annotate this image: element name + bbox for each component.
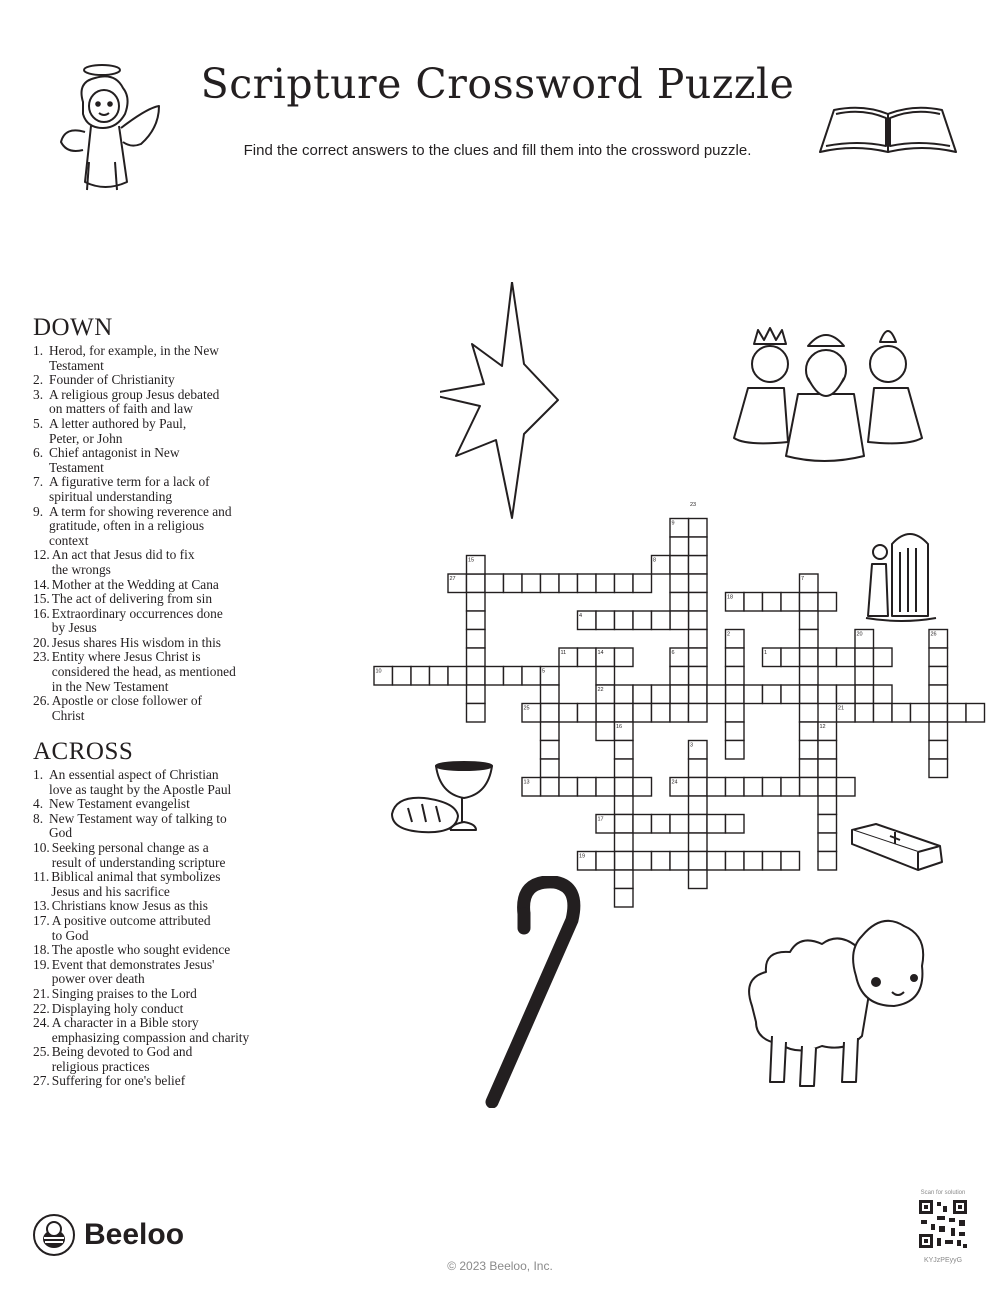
- grid-cell[interactable]: [596, 778, 615, 797]
- grid-cell[interactable]: [467, 574, 486, 593]
- grid-cell[interactable]: [726, 852, 745, 871]
- grid-cell[interactable]: [818, 741, 837, 760]
- grid-cell[interactable]: [689, 630, 708, 649]
- grid-cell[interactable]: [929, 759, 948, 778]
- grid-cell[interactable]: [800, 611, 819, 630]
- grid-cell[interactable]: [818, 852, 837, 871]
- grid-cell[interactable]: [652, 704, 671, 723]
- clue-number: 26.: [33, 693, 50, 709]
- grid-cell[interactable]: [763, 593, 782, 612]
- grid-cell[interactable]: [707, 815, 726, 834]
- cell-number: 11: [560, 650, 567, 656]
- clue-number: 14.: [33, 576, 50, 592]
- grid-cell[interactable]: [726, 667, 745, 686]
- grid-cell[interactable]: [800, 704, 819, 723]
- grid-cell[interactable]: [929, 685, 948, 704]
- grid-cell[interactable]: [467, 704, 486, 723]
- grid-cell[interactable]: [818, 593, 837, 612]
- grid-cell[interactable]: [467, 630, 486, 649]
- clue-number: 4.: [33, 796, 44, 812]
- clue-text: A character in a Bible story emphasizing compassion and charity: [51, 1015, 250, 1045]
- cell-number: 12: [819, 724, 826, 730]
- grid-cell[interactable]: [800, 667, 819, 686]
- clue-number: 22.: [33, 1000, 50, 1016]
- grid-cell[interactable]: [818, 759, 837, 778]
- grid-cell[interactable]: [615, 870, 634, 889]
- clue-number: 12.: [33, 547, 50, 563]
- clue-number: 6.: [33, 445, 44, 461]
- grid-cell[interactable]: [652, 611, 671, 630]
- cell-number: 1: [764, 650, 768, 656]
- grid-cell[interactable]: [707, 852, 726, 871]
- grid-cell[interactable]: [818, 815, 837, 834]
- clue-number: 9.: [33, 503, 44, 519]
- grid-cell[interactable]: [689, 833, 708, 852]
- grid-cell[interactable]: [596, 667, 615, 686]
- cell-number: 19: [579, 853, 586, 860]
- clue-text: An essential aspect of Christian love as taught by the Apostle Paul: [49, 767, 232, 797]
- clue-text: Christians know Jesus as this: [51, 898, 208, 914]
- grid-cell[interactable]: [800, 648, 819, 667]
- grid-cell[interactable]: [800, 759, 819, 778]
- grid-cell[interactable]: [541, 685, 560, 704]
- grid-cell[interactable]: [670, 537, 689, 556]
- grid-cell[interactable]: [670, 593, 689, 612]
- grid-cell[interactable]: [615, 741, 634, 760]
- clue-number: 20.: [33, 634, 50, 650]
- clue-number: 1.: [33, 767, 44, 782]
- clue-number: 23.: [33, 649, 50, 665]
- cell-number: 24: [671, 779, 678, 786]
- grid-cell[interactable]: [615, 796, 634, 815]
- grid-cell[interactable]: [929, 741, 948, 760]
- grid-cell[interactable]: [615, 574, 634, 593]
- grid-cell[interactable]: [559, 778, 578, 797]
- grid-cell[interactable]: [467, 593, 486, 612]
- grid-cell[interactable]: [541, 759, 560, 778]
- clue-text: A letter authored by Paul, Peter, or John: [49, 415, 187, 446]
- grid-cell[interactable]: [670, 815, 689, 834]
- grid-cell[interactable]: [818, 648, 837, 667]
- grid-cell[interactable]: [689, 667, 708, 686]
- grid-cell[interactable]: [522, 574, 541, 593]
- grid-cell[interactable]: [818, 796, 837, 815]
- clue-text: The act of delivering from sin: [51, 591, 213, 607]
- grid-cell[interactable]: [837, 778, 856, 797]
- grid-cell[interactable]: [763, 778, 782, 797]
- grid-cell[interactable]: [615, 685, 634, 704]
- grid-cell[interactable]: [559, 574, 578, 593]
- grid-cell[interactable]: [929, 648, 948, 667]
- grid-cell[interactable]: [689, 796, 708, 815]
- clue-text: Singing praises to the Lord: [51, 985, 197, 1001]
- grid-cell[interactable]: [504, 667, 523, 686]
- grid-cell[interactable]: [467, 611, 486, 630]
- cell-number: 26: [930, 631, 937, 638]
- cell-number: 18: [727, 594, 734, 601]
- grid-cell[interactable]: [689, 574, 708, 593]
- grid-cell[interactable]: [800, 593, 819, 612]
- grid-cell[interactable]: [781, 778, 800, 797]
- grid-cell[interactable]: [744, 778, 763, 797]
- clue-number: 13.: [33, 898, 50, 914]
- grid-cell[interactable]: [781, 648, 800, 667]
- grid-cell[interactable]: [615, 704, 634, 723]
- grid-cell[interactable]: [726, 741, 745, 760]
- grid-cell[interactable]: [670, 667, 689, 686]
- cell-number: 16: [616, 724, 623, 730]
- beeloo-logo: [32, 1213, 184, 1257]
- cell-number: 27: [449, 576, 456, 582]
- clue-number: 17.: [33, 912, 50, 928]
- clue-number: 3.: [33, 386, 44, 402]
- grid-cell[interactable]: [781, 593, 800, 612]
- grid-cell[interactable]: [837, 685, 856, 704]
- grid-cell[interactable]: [689, 593, 708, 612]
- cell-number: 7: [801, 576, 805, 582]
- grid-cell[interactable]: [633, 815, 652, 834]
- grid-cell[interactable]: [633, 704, 652, 723]
- grid-cell[interactable]: [670, 852, 689, 871]
- grid-cell[interactable]: [726, 815, 745, 834]
- grid-cell[interactable]: [411, 667, 430, 686]
- grid-cell[interactable]: [485, 574, 504, 593]
- grid-cell[interactable]: [744, 685, 763, 704]
- grid-cell[interactable]: [855, 667, 874, 686]
- grid-cell[interactable]: [430, 667, 449, 686]
- grid-cell[interactable]: [670, 685, 689, 704]
- grid-cell[interactable]: [652, 852, 671, 871]
- cell-number: 9: [671, 520, 675, 527]
- bee-logo-icon: [32, 1213, 76, 1257]
- grid-cell[interactable]: [596, 852, 615, 871]
- grid-cell[interactable]: [615, 815, 634, 834]
- clue-text: Entity where Jesus Christ is considered the head, as mentioned in the New Testament: [51, 649, 236, 694]
- grid-cell[interactable]: [633, 611, 652, 630]
- grid-cell[interactable]: [541, 722, 560, 741]
- grid-cell[interactable]: [800, 630, 819, 649]
- grid-cell[interactable]: [578, 704, 597, 723]
- grid-cell[interactable]: [800, 778, 819, 797]
- grid-cell[interactable]: [874, 685, 893, 704]
- cell-number: 13: [523, 779, 530, 786]
- grid-cell[interactable]: [855, 685, 874, 704]
- clue-text: A term for showing reverence and gratitude, often in a religious context: [49, 503, 232, 548]
- grid-cell[interactable]: [689, 685, 708, 704]
- cell-number: 6: [671, 650, 675, 656]
- grid-cell[interactable]: [966, 704, 985, 723]
- grid-cell[interactable]: [596, 574, 615, 593]
- clue-number: 10.: [33, 839, 50, 855]
- grid-cell[interactable]: [522, 667, 541, 686]
- cell-number: 15: [468, 557, 475, 564]
- clue-text: Biblical animal that symbolizes Jesus and his sacrifice: [51, 869, 221, 899]
- grid-cell[interactable]: [744, 593, 763, 612]
- grid-cell[interactable]: [615, 648, 634, 667]
- grid-cell[interactable]: [633, 574, 652, 593]
- grid-cell[interactable]: [467, 648, 486, 667]
- clue-text: Seeking personal change as a result of understanding scripture: [51, 839, 226, 870]
- clue-number: 27.: [33, 1073, 50, 1089]
- grid-cell[interactable]: [670, 704, 689, 723]
- copyright: © 2023 Beeloo, Inc.: [447, 1259, 553, 1273]
- grid-cell[interactable]: [541, 574, 560, 593]
- grid-cell[interactable]: [689, 815, 708, 834]
- grid-cell[interactable]: [541, 704, 560, 723]
- clue-number: 2.: [33, 372, 44, 388]
- grid-cell[interactable]: [744, 852, 763, 871]
- grid-cell[interactable]: [504, 574, 523, 593]
- grid-cell[interactable]: [615, 833, 634, 852]
- cell-number: 8: [653, 557, 657, 564]
- grid-cell[interactable]: [670, 556, 689, 575]
- clue-text: Founder of Christianity: [49, 372, 175, 388]
- cell-number: 17: [597, 816, 604, 823]
- cell-number: 23: [690, 502, 697, 508]
- clue-text: New Testament way of talking to God: [49, 810, 227, 841]
- clue-text: Chief antagonist in New Testament: [49, 445, 180, 475]
- clue-number: 25.: [33, 1044, 50, 1060]
- grid-cell[interactable]: [800, 741, 819, 760]
- cell-number: 5: [542, 668, 546, 675]
- instructions: Find the correct answers to the clues and fill them into the crossword puzzle.: [243, 142, 752, 159]
- grid-cell[interactable]: [781, 852, 800, 871]
- grid-cell[interactable]: [855, 648, 874, 667]
- grid-cell[interactable]: [855, 704, 874, 723]
- grid-cell[interactable]: [633, 778, 652, 797]
- grid-cell[interactable]: [467, 685, 486, 704]
- grid-cell[interactable]: [689, 556, 708, 575]
- grid-cell[interactable]: [670, 611, 689, 630]
- cell-number: 14: [597, 650, 604, 656]
- cell-number: 10: [375, 668, 382, 675]
- grid-cell[interactable]: [911, 704, 930, 723]
- grid-cell[interactable]: [485, 667, 504, 686]
- qr-code-text: KYJzPEyyG: [923, 1257, 963, 1264]
- grid-cell[interactable]: [559, 704, 578, 723]
- grid-cell[interactable]: [578, 778, 597, 797]
- grid-cell[interactable]: [800, 685, 819, 704]
- grid-cell[interactable]: [707, 685, 726, 704]
- clue-number: 7.: [33, 474, 44, 490]
- cell-number: 21: [838, 705, 845, 712]
- clue-number: 18.: [33, 942, 50, 958]
- grid-cell[interactable]: [689, 759, 708, 778]
- grid-cell[interactable]: [948, 704, 967, 723]
- grid-cell[interactable]: [578, 648, 597, 667]
- cell-number: 2: [727, 631, 731, 638]
- grid-cell[interactable]: [892, 704, 911, 723]
- clue-text: Event that demonstrates Jesus' power over death: [51, 956, 215, 987]
- grid-cell[interactable]: [929, 704, 948, 723]
- grid-cell[interactable]: [726, 685, 745, 704]
- clue-text: Mother at the Wedding at Cana: [51, 576, 219, 592]
- clue-number: 5.: [33, 415, 44, 431]
- cell-number: 20: [856, 631, 863, 638]
- clue-number: 24.: [33, 1015, 50, 1031]
- grid-cell[interactable]: [781, 685, 800, 704]
- brand-name: Beeloo: [84, 1218, 185, 1251]
- grid-cell[interactable]: [763, 852, 782, 871]
- grid-cell[interactable]: [726, 722, 745, 741]
- clue-number: 16.: [33, 605, 50, 621]
- grid-cell[interactable]: [874, 704, 893, 723]
- grid-cell[interactable]: [596, 722, 615, 741]
- grid-cell[interactable]: [929, 722, 948, 741]
- grid-cell[interactable]: [818, 833, 837, 852]
- grid-cell[interactable]: [652, 685, 671, 704]
- qr-caption: Scan for solution: [920, 1190, 966, 1196]
- grid-cell[interactable]: [541, 741, 560, 760]
- across-heading: ACROSS: [33, 738, 134, 765]
- grid-cell[interactable]: [596, 704, 615, 723]
- grid-cell[interactable]: [596, 611, 615, 630]
- grid-cell[interactable]: [615, 759, 634, 778]
- grid-cell[interactable]: [689, 648, 708, 667]
- grid-cell[interactable]: [800, 722, 819, 741]
- grid-cell[interactable]: [818, 778, 837, 797]
- grid-cell[interactable]: [837, 648, 856, 667]
- grid-cell[interactable]: [929, 667, 948, 686]
- grid-cell[interactable]: [689, 778, 708, 797]
- grid-cell[interactable]: [726, 648, 745, 667]
- clue-text: New Testament evangelist: [49, 796, 190, 812]
- grid-cell[interactable]: [689, 704, 708, 723]
- clue-text: Extraordinary occurrences done by Jesus: [51, 605, 223, 636]
- qr-code-icon[interactable]: [917, 1198, 969, 1250]
- clue-text: Apostle or close follower of Christ: [51, 693, 202, 723]
- down-heading: DOWN: [33, 314, 113, 341]
- solution-qr[interactable]: [914, 1190, 972, 1264]
- clue-text: Being devoted to God and religious practices: [51, 1044, 193, 1074]
- grid-cell[interactable]: [652, 815, 671, 834]
- grid-cell[interactable]: [393, 667, 412, 686]
- clue-text: A figurative term for a lack of spiritual understanding: [49, 474, 210, 504]
- clue-text: An act that Jesus did to fix the wrongs: [51, 547, 195, 577]
- grid-cell[interactable]: [633, 685, 652, 704]
- cell-number: 3: [690, 742, 694, 749]
- grid-cell[interactable]: [615, 778, 634, 797]
- clue-number: 15.: [33, 591, 50, 607]
- clue-number: 19.: [33, 956, 50, 972]
- cell-number: 22: [597, 687, 604, 693]
- grid-cell[interactable]: [541, 778, 560, 797]
- clue-number: 21.: [33, 985, 50, 1001]
- clue-number: 11.: [33, 869, 50, 885]
- grid-cell[interactable]: [467, 667, 486, 686]
- grid-cell[interactable]: [689, 537, 708, 556]
- grid-cell[interactable]: [633, 852, 652, 871]
- grid-cell[interactable]: [726, 778, 745, 797]
- grid-cell[interactable]: [818, 685, 837, 704]
- grid-cell[interactable]: [615, 611, 634, 630]
- grid-cell[interactable]: [448, 667, 467, 686]
- clue-number: 8.: [33, 810, 44, 826]
- grid-cell[interactable]: [615, 852, 634, 871]
- clue-number: 1.: [33, 343, 44, 358]
- grid-cell[interactable]: [615, 889, 634, 908]
- grid-cell[interactable]: [689, 870, 708, 889]
- clue-text: Jesus shares His wisdom in this: [51, 634, 221, 650]
- grid-cell[interactable]: [670, 574, 689, 593]
- cell-number: 4: [579, 613, 583, 619]
- grid-cell[interactable]: [707, 778, 726, 797]
- grid-cell[interactable]: [689, 519, 708, 538]
- grid-cell[interactable]: [874, 648, 893, 667]
- clue-text: Suffering for one's belief: [51, 1073, 186, 1089]
- grid-cell[interactable]: [689, 611, 708, 630]
- grid-cell[interactable]: [689, 852, 708, 871]
- page-title: Scripture Crossword Puzzle: [200, 60, 795, 108]
- clue-text: Displaying holy conduct: [51, 1000, 184, 1016]
- clue-text: A positive outcome attributed to God: [51, 912, 211, 943]
- grid-cell[interactable]: [578, 574, 597, 593]
- grid-cell[interactable]: [726, 704, 745, 723]
- cell-number: 25: [523, 705, 530, 712]
- clue-text: The apostle who sought evidence: [51, 942, 231, 958]
- clue-text: Herod, for example, in the New Testament: [49, 343, 219, 373]
- grid-cell[interactable]: [763, 685, 782, 704]
- clue-text: A religious group Jesus debated on matters of faith and law: [49, 386, 220, 417]
